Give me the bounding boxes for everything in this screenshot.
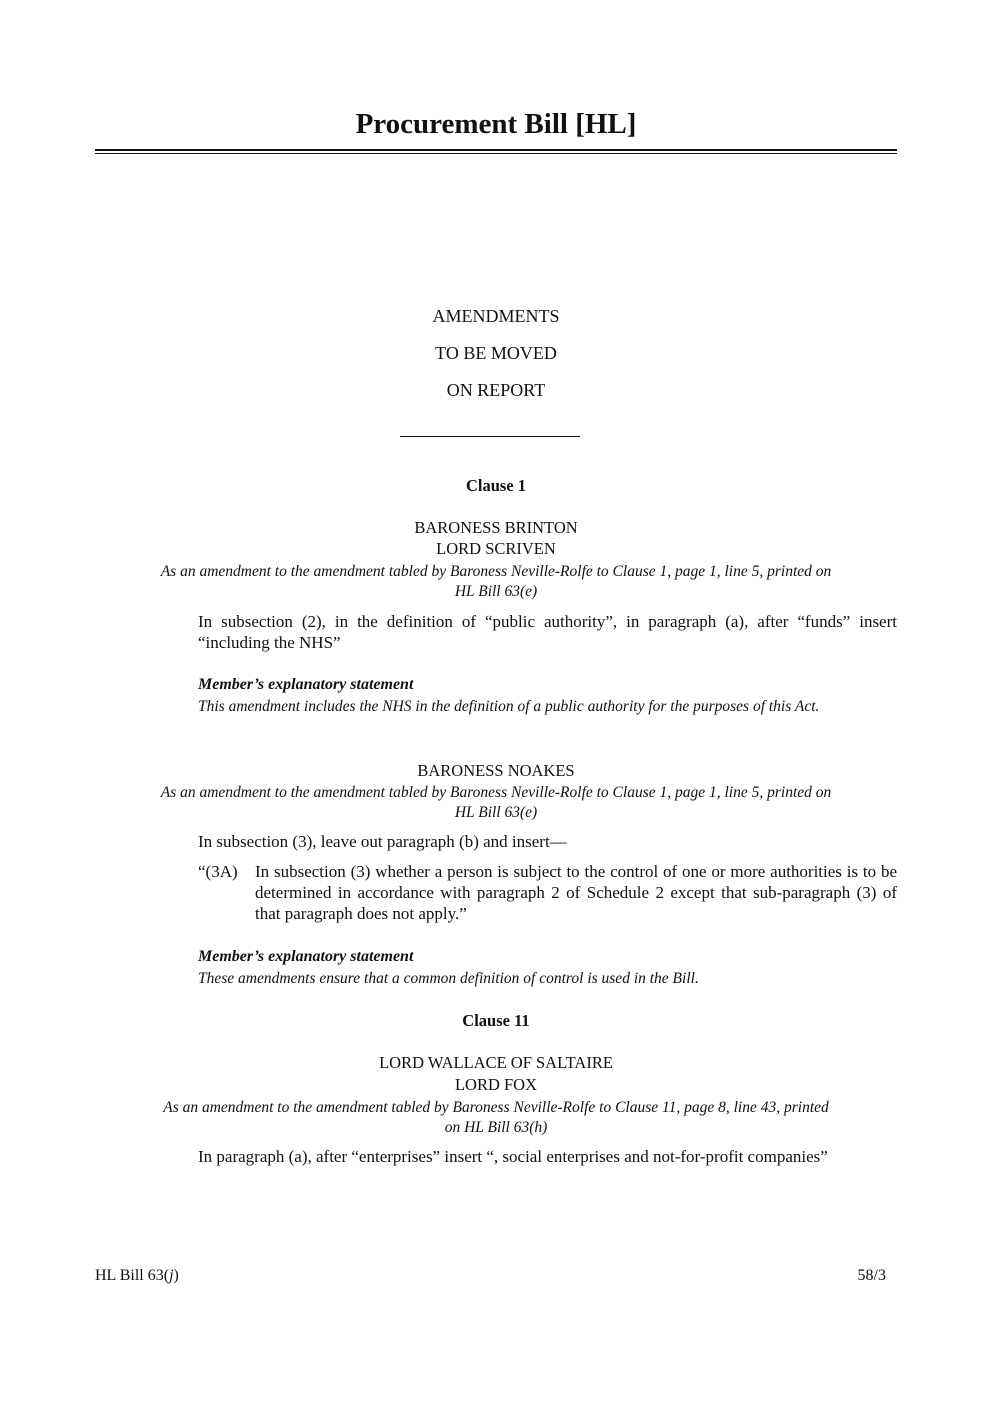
member-name: BARONESS NOAKES: [417, 761, 575, 780]
amendment-note-cont: on HL Bill 63(h): [444, 1119, 548, 1136]
bill-reference: [95, 1267, 179, 1285]
member-name: LORD FOX: [454, 1075, 538, 1094]
explanatory-statement-heading: Member’s explanatory statement: [198, 676, 414, 693]
subsection-number: “(3A): [198, 862, 238, 881]
bill-reference-letter: j: [169, 1267, 174, 1284]
bill-reference-suffix: ): [173, 1267, 179, 1284]
clause-heading: Clause 1: [465, 476, 527, 495]
page-reference: 58/3: [857, 1267, 886, 1284]
heading-line-2: TO BE MOVED: [435, 343, 557, 363]
heading-divider: [400, 436, 580, 437]
title-rule-thick: [95, 149, 897, 151]
explanatory-statement: These amendments ensure that a common definition of control is used in the Bill.: [198, 970, 699, 987]
amendment-note: As an amendment to the amendment tabled by Baroness Neville-Rolfe to Clause 11, page 8, line 43, printed: [163, 1099, 829, 1116]
heading-line-1: AMENDMENTS: [432, 306, 560, 326]
subsection-text: In subsection (3) whether a person is subject to the control of one or more authorities is to be determined in accordance with paragraph 2 of Schedule 2 except that sub-paragraph (3) of that paragraph does not apply.”: [255, 862, 897, 923]
explanatory-statement: This amendment includes the NHS in the definition of a public authority for the purposes of this Act.: [198, 698, 820, 715]
explanatory-statement-heading: Member’s explanatory statement: [198, 948, 414, 965]
bill-reference-prefix: HL Bill 63(: [95, 1267, 170, 1284]
member-name: LORD WALLACE OF SALTAIRE: [379, 1053, 613, 1072]
member-name: BARONESS BRINTON: [414, 518, 578, 537]
amendment-note: As an amendment to the amendment tabled by Baroness Neville-Rolfe to Clause 1, page 1, line 5, printed on: [160, 784, 832, 801]
member-name: LORD SCRIVEN: [436, 539, 556, 558]
amendment-text: In paragraph (a), after “enterprises” insert “, social enterprises and not-for-profit companies”: [198, 1147, 828, 1166]
title-rule-thin: [95, 153, 897, 154]
amendment-text: In subsection (3), leave out paragraph (b) and insert—: [198, 832, 567, 851]
heading-line-3: ON REPORT: [446, 380, 546, 400]
amendment-note: As an amendment to the amendment tabled by Baroness Neville-Rolfe to Clause 1, page 1, line 5, printed on: [160, 563, 832, 580]
amendment-text: In subsection (2), in the definition of “public authority”, in paragraph (a), after “funds” insert “including the NHS”: [198, 612, 897, 652]
document-title: Procurement Bill [HL]: [355, 108, 637, 140]
amendment-note-cont: HL Bill 63(e): [454, 583, 538, 600]
clause-heading: Clause 11: [462, 1011, 530, 1030]
inserted-subsection: [198, 861, 897, 924]
amendment-note-cont: HL Bill 63(e): [454, 804, 538, 821]
